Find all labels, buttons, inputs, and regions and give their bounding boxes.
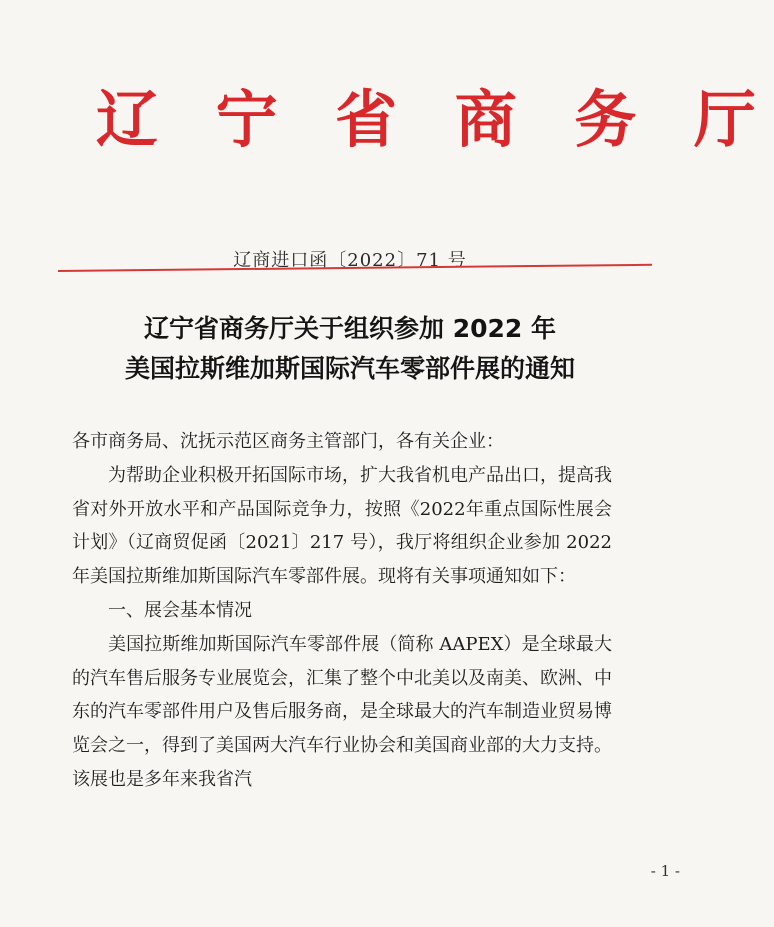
paragraph-exhibition-info: 美国拉斯维加斯国际汽车零部件展（简称 AAPEX）是全球最大的汽车售后服务专业展览会，汇集了整个中北美以及南美、欧洲、中东的汽车零部件用户及售后服务商，是全球最大的汽车制造业贸易博览会之一，得到了美国两大汽车行业协会和美国商业部的大力支持。该展也是多年来我省汽 bbox=[72, 633, 612, 790]
page-number: - 1 - bbox=[650, 862, 680, 880]
document-number: 辽商进口函〔2022〕71 号 bbox=[233, 250, 467, 271]
issuer-header: 辽 宁 省 商 务 厅 bbox=[96, 83, 774, 156]
section-heading: 一、展会基本情况 bbox=[108, 599, 252, 621]
document-title-line-2: 美国拉斯维加斯国际汽车零部件展的通知 bbox=[124, 354, 575, 383]
paragraph-intro: 为帮助企业积极开拓国际市场，扩大我省机电产品出口，提高我省对外开放水平和产品国际竞争力，按照《2022年重点国际性展会计划》（辽商贸促函〔2021〕217 号），我厅将组织企业参加 2022 年美国拉斯维加斯国际汽车零部件展。现将有关事项通知如下： bbox=[72, 464, 612, 588]
document-title-line-1: 辽宁省商务厅关于组织参加 2022 年 bbox=[144, 314, 556, 343]
document-body bbox=[72, 425, 612, 797]
salutation: 各市商务局、沈抚示范区商务主管部门，各有关企业： bbox=[72, 431, 504, 452]
